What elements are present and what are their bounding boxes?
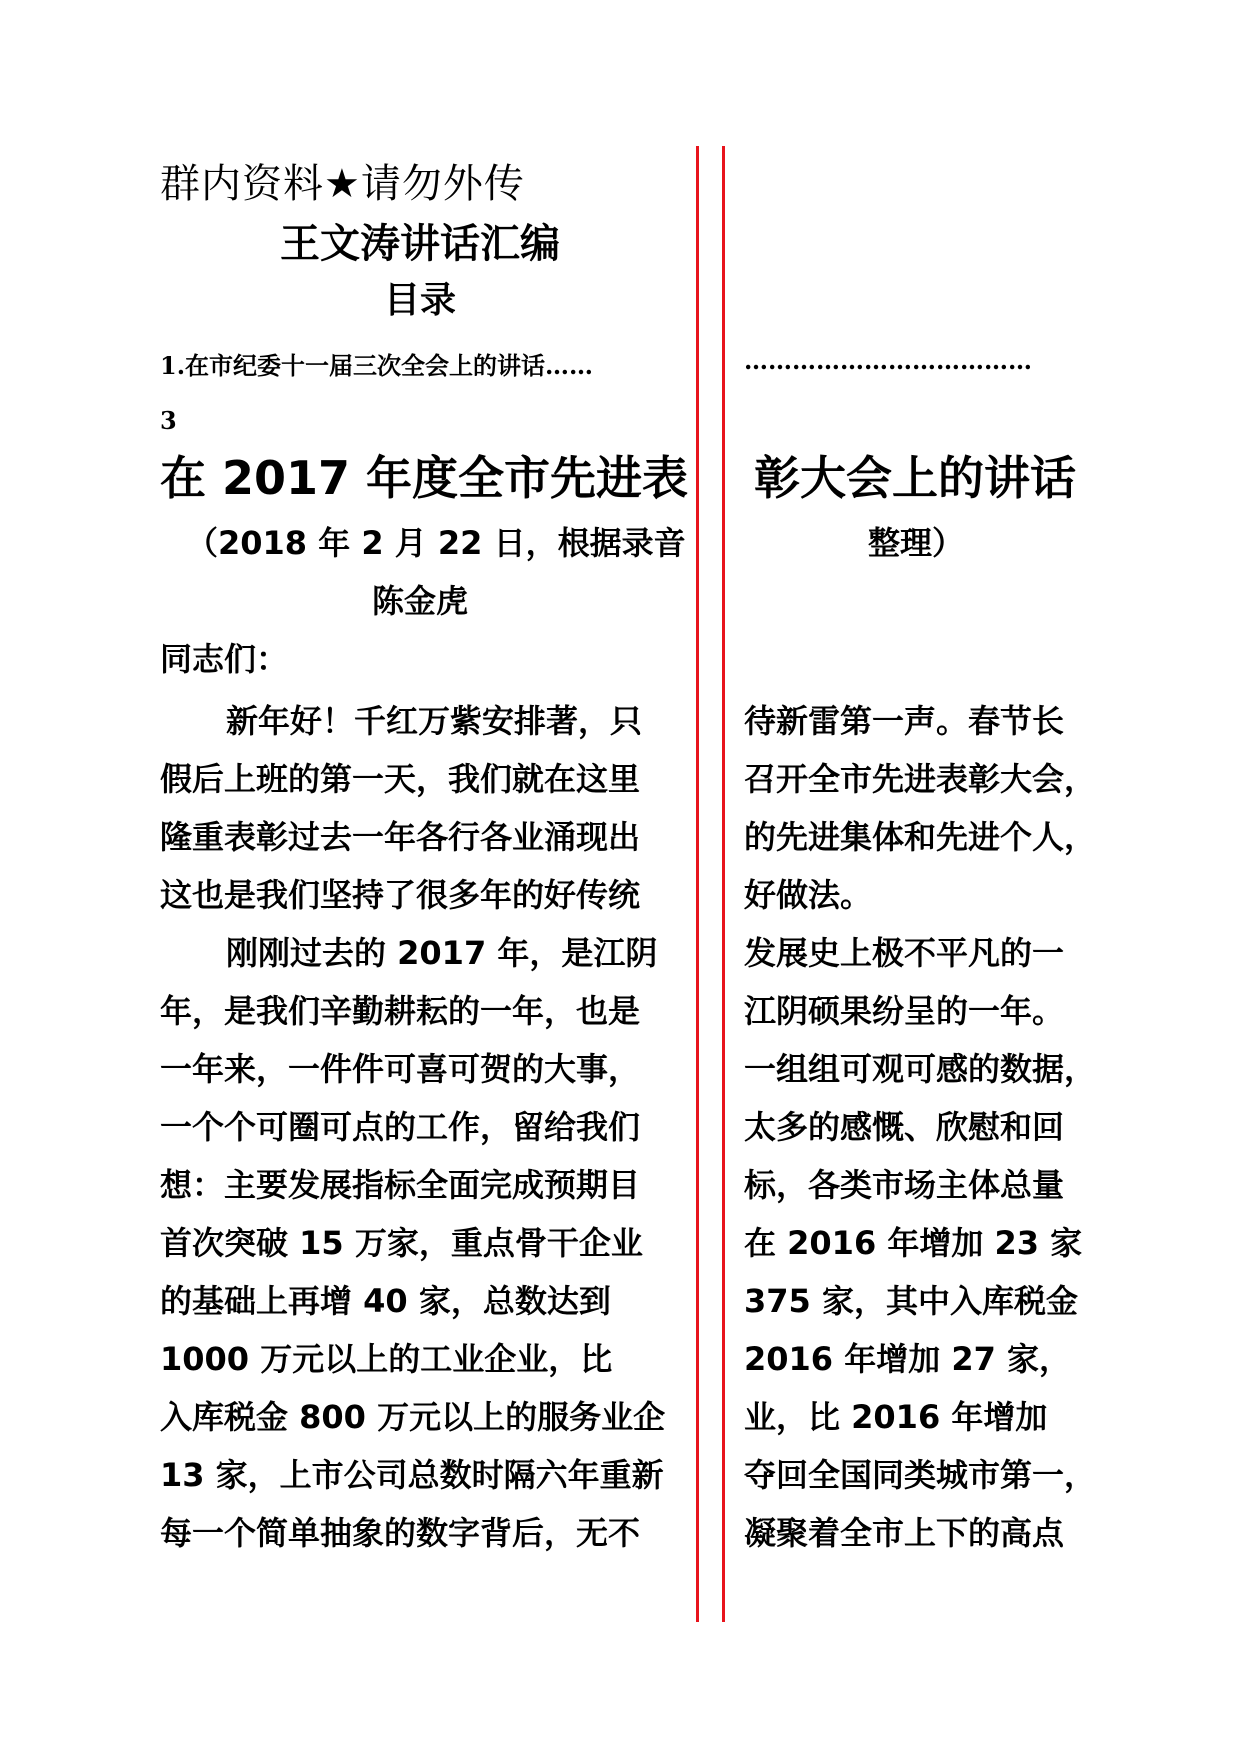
toc-heading: 目录 xyxy=(383,280,456,321)
right-line: 召开全市先进表彰大会， xyxy=(744,760,1097,798)
right-line: 2016 年增加 27 家， xyxy=(744,1340,1072,1378)
speech-date-right: 整理） xyxy=(868,524,965,562)
right-line: 标，各类市场主体总量 xyxy=(744,1166,1065,1204)
salutation: 同志们： xyxy=(160,640,289,678)
left-line: 刚刚过去的 2017 年，是江阴 xyxy=(226,934,658,972)
column-divider-left-line xyxy=(696,146,699,1622)
right-line: 发展史上极不平凡的一 xyxy=(744,934,1065,972)
column-divider-right-line xyxy=(722,146,725,1622)
left-line: 新年好！千红万紫安排著，只 xyxy=(226,702,643,740)
toc-page-number: 3 xyxy=(160,406,177,435)
left-line: 每一个简单抽象的数字背后，无不 xyxy=(160,1514,641,1552)
right-line: 夺回全国同类城市第一， xyxy=(744,1456,1097,1494)
left-line: 1000 万元以上的工业企业，比 xyxy=(160,1340,613,1378)
left-line: 隆重表彰过去一年各行各业涌现出 xyxy=(160,818,641,856)
right-line: 江阴硕果纷呈的一年。 xyxy=(744,992,1065,1030)
document-title: 王文涛讲话汇编 xyxy=(280,221,560,267)
right-column-text xyxy=(744,692,1097,1562)
left-line: 13 家，上市公司总数时隔六年重新 xyxy=(160,1456,664,1494)
right-line: 375 家，其中入库税金 xyxy=(744,1282,1078,1320)
confidential-notice: 群内资料★请勿外传 xyxy=(160,161,525,207)
left-line: 一个个可圈可点的工作，留给我们 xyxy=(160,1108,641,1146)
right-line: 太多的感慨、欣慰和回 xyxy=(744,1108,1065,1146)
speech-title-left: 在 2017 年度全市先进表 xyxy=(160,451,689,505)
toc-entry[interactable]: 1.在市纪委十一届三次全会上的讲话…… xyxy=(160,351,594,380)
left-line: 假后上班的第一天，我们就在这里 xyxy=(160,760,641,798)
right-line: 好做法。 xyxy=(744,876,873,914)
left-line: 首次突破 15 万家，重点骨干企业 xyxy=(160,1224,643,1262)
right-line: 的先进集体和先进个人， xyxy=(744,818,1097,856)
right-line: 一组组可观可感的数据， xyxy=(744,1050,1097,1088)
speech-date-left: （2018 年 2 月 22 日，根据录音 xyxy=(186,524,686,562)
right-line: 在 2016 年增加 23 家 xyxy=(744,1224,1083,1262)
left-line: 一年来，一件件可喜可贺的大事， xyxy=(160,1050,641,1088)
left-line: 这也是我们坚持了很多年的好传统 xyxy=(160,876,641,914)
toc-leader-dots: ……………………………… xyxy=(744,346,1032,375)
speaker-name: 陈金虎 xyxy=(371,582,468,620)
left-line: 想：主要发展指标全面完成预期目 xyxy=(160,1166,641,1204)
speech-title-right: 彰大会上的讲话 xyxy=(754,451,1076,505)
right-line: 待新雷第一声。春节长 xyxy=(744,702,1065,740)
left-line: 年，是我们辛勤耕耘的一年，也是 xyxy=(160,992,641,1030)
left-column-text xyxy=(160,692,690,1562)
left-line: 的基础上再增 40 家，总数达到 xyxy=(160,1282,611,1320)
left-line: 入库税金 800 万元以上的服务业企 xyxy=(160,1398,666,1436)
right-line: 业，比 2016 年增加 xyxy=(744,1398,1048,1436)
right-line: 凝聚着全市上下的高点 xyxy=(744,1514,1065,1552)
